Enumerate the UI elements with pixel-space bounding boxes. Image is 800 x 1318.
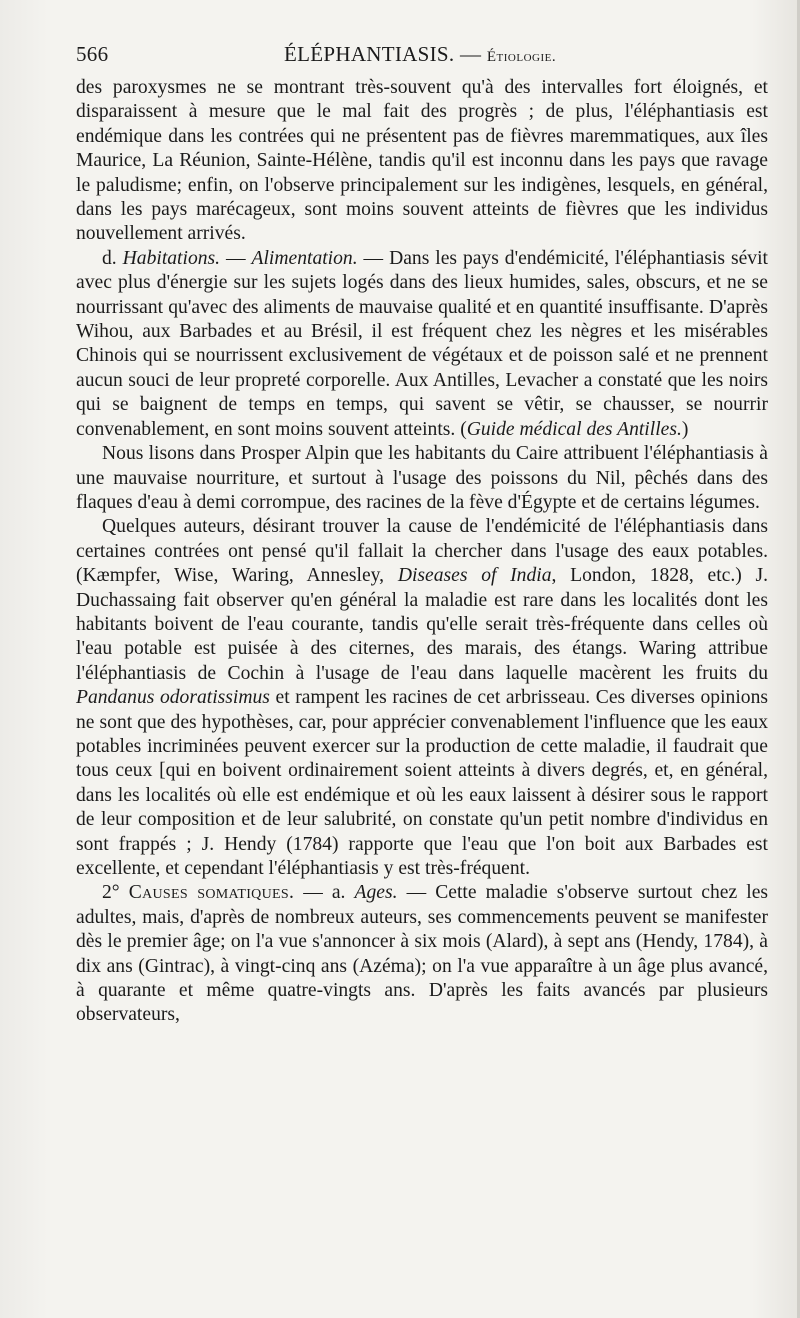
plant-name: Pandanus odoratissimus [76, 687, 270, 709]
citation-open: ( [455, 418, 467, 440]
citation-close: ) [681, 418, 689, 440]
section-number: 2° [102, 882, 120, 904]
citation-title: Guide médical des Antilles. [466, 418, 682, 440]
heading-separator: — [357, 247, 390, 269]
running-title-section: Étiologie. [486, 49, 557, 65]
paragraph-5 [76, 881, 768, 1027]
heading-habitations: Habitations. [122, 247, 221, 269]
page-body [76, 76, 768, 1028]
paragraph-3: Nous lisons dans Prosper Alpin que les habitants du Caire attribuent l'éléphantiasis à une mauvaise nourriture, et surtout à l'usage des poissons du Nil, pêchés dans des flaques d'eau à demi corrompue, des racines de la fève d'Égypte et de certains légumes. [76, 443, 768, 513]
heading-alimentation: Alimentation. [251, 247, 358, 269]
running-title-dash: — [460, 42, 482, 66]
section-marker-d: d. [102, 247, 117, 269]
paragraph-2 [76, 247, 768, 442]
paragraph-2-text: Dans les pays d'endémicité, l'éléphantiasis sévit avec plus d'énergie sur les sujets logés dans des lieux humides, sales, obscurs, et ne se nourrissant qu'avec des aliments de mauvaise qualité et en quantité insuffisante. D'après Wihou, aux Barbades et au Brésil, il est fréquent chez les nègres et les misérables Chinois qui se nourrissent exclusivement de végétaux et de poisson salé et ne prennent aucun souci de leur propreté corporelle. Aux Antilles, Levacher a constaté que les noirs qui se baignent de temps en temps, qui savent se vêtir, se chausser, se nourrir convenablement, en sont moins souvent atteints. [76, 247, 768, 440]
running-title [284, 42, 556, 67]
paragraph-1: des paroxysmes ne se montrant très-souvent qu'à des intervalles fort éloignés, et disparaissent à mesure que le mal fait des progrès ; de plus, l'éléphantiasis est endémique dans les contrées qui ne présentent pas de fièvres maremmatiques, aux îles Maurice, La Réunion, Sainte-Hélène, tandis qu'il est inconnu dans les pays que ravage le paludisme; enfin, on l'observe principalement sur les indigènes, lesquels, en général, dans les pays marécageux, sont moins souvent atteints de fièvres que les individus nouvellement arrivés. [76, 77, 768, 245]
paragraph-4-text-c: et rampent les racines de cet arbrisseau. Ces diverses opinions ne sont que des hypothèses, car, pour apprécier convenablement l'influence que les eaux potables incriminées peuvent exercer sur la production de cette maladie, il faudrait que tous ceux [qui en boivent ordinairement soient atteints à divers degrés, et, en général, dans les localités où elle est endémique et où les eaux laissent à désirer sous le rapport de leur composition et de leur salubrité, on constate qu'un petit nombre d'individus en sont frappés ; J. Hendy (1784) rapporte que l'eau que l'on boit aux Barbades est excellente, et cependant l'éléphantiasis y est très-fréquent. [76, 687, 768, 879]
heading-causes-somatiques: Causes somatiques. [128, 882, 295, 904]
heading-separator: — [397, 882, 436, 904]
paragraph-4 [76, 515, 768, 881]
paragraph-4-text-a: Quelques auteurs, désirant trouver la cause de l'endémicité de l'éléphantiasis dans certaines contrées ont pensé qu'il fallait la chercher dans l'usage des eaux potables. (Kæmpfer, Wise, Waring, Annesley, [76, 516, 768, 587]
heading-separator: — [220, 247, 252, 269]
heading-separator: — a. [294, 882, 355, 904]
heading-ages: Ages. [354, 882, 398, 904]
running-title-main: ÉLÉPHANTIASIS. [284, 42, 455, 66]
book-title: Diseases of India [397, 565, 552, 587]
paragraph-5-text: Cette maladie s'observe surtout chez les adultes, mais, d'après de nombreux auteurs, ses commencements peuvent se manifester dès le premier âge; on l'a vue s'annoncer à six mois (Alard), à sept ans (Hendy, 1784), à dix ans (Gintrac), à vingt-cinq ans (Azéma); on l'a vue apparaître à un âge plus avancé, à quarante et même quatre-vingts ans. D'après les faits avancés par plusieurs observateurs, [76, 882, 769, 1026]
paragraph-4-text-b: , London, 1828, etc.) J. Duchassaing fait observer qu'en général la maladie est rare dans les localités dont les habitants boivent de l'eau courante, tandis qu'elle serait très-fréquente dans celles où l'eau potable est puisée à des citernes, des marais, des étangs. Waring attribue l'éléphantiasis de Cochin à l'usage de l'eau dans laquelle macèrent les fruits du [76, 565, 769, 684]
page-header [76, 40, 768, 74]
page-number: 566 [76, 42, 109, 66]
